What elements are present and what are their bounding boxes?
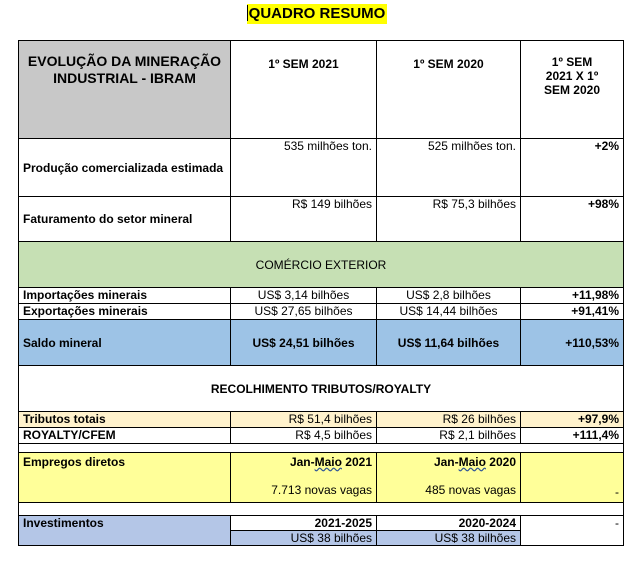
faturamento-variation: +98% [521, 197, 624, 242]
text-cursor [247, 5, 248, 21]
producao-2020: 525 milhões ton. [377, 139, 521, 197]
investimentos-2021-value: US$ 38 bilhões [231, 531, 377, 546]
empregos-label: Empregos diretos [19, 453, 231, 503]
tributos-label: Tributos totais [19, 412, 231, 428]
saldo-variation: +110,53% [521, 320, 624, 366]
page-title[interactable] [247, 4, 388, 24]
tributos-2020: R$ 26 bilhões [377, 412, 521, 428]
producao-label: Produção comercializada estimada [19, 139, 231, 197]
investimentos-2020-period: 2020-2024 [377, 516, 521, 531]
empregos-2020-period [434, 455, 516, 469]
royalty-2021: R$ 4,5 bilhões [231, 428, 377, 444]
royalty-2020: R$ 2,1 bilhões [377, 428, 521, 444]
investimentos-label: Investimentos [19, 516, 231, 546]
royalty-label: ROYALTY/CFEM [19, 428, 231, 444]
exportacoes-2020: US$ 14,44 bilhões [377, 304, 521, 320]
empregos-2020-period-a: Jan- [433, 455, 459, 469]
royalty-variation: +111,4% [521, 428, 624, 444]
row-spacer-2 [19, 503, 624, 516]
importacoes-label: Importações minerais [19, 288, 231, 304]
producao-variation: +2% [521, 139, 624, 197]
empregos-2021-period-c: 2021 [341, 455, 372, 469]
empregos-2021-period-b: Maio [314, 455, 342, 469]
row-importacoes [19, 288, 624, 304]
tributos-2021: R$ 51,4 bilhões [231, 412, 377, 428]
investimentos-2020-value: US$ 38 bilhões [377, 531, 521, 546]
row-tributos [19, 412, 624, 428]
row-tributos-title [19, 366, 624, 412]
header-col-variation: 1º SEM 2021 X 1º SEM 2020 [521, 41, 624, 139]
spacer-cell [19, 503, 624, 516]
row-producao [19, 139, 624, 197]
investimentos-variation: - [521, 516, 624, 546]
row-comercio-title [19, 242, 624, 288]
importacoes-2020: US$ 2,8 bilhões [377, 288, 521, 304]
empregos-2021-period-a: Jan- [289, 455, 315, 469]
spacer-cell [19, 444, 624, 453]
row-spacer-1 [19, 444, 624, 453]
row-faturamento [19, 197, 624, 242]
faturamento-label: Faturamento do setor mineral [19, 197, 231, 242]
empregos-2021-value: 7.713 novas vagas [271, 483, 372, 497]
row-saldo [19, 320, 624, 366]
row-exportacoes [19, 304, 624, 320]
exportacoes-label: Exportações minerais [19, 304, 231, 320]
comercio-section-title: COMÉRCIO EXTERIOR [19, 242, 624, 288]
row-royalty [19, 428, 624, 444]
saldo-2021: US$ 24,51 bilhões [231, 320, 377, 366]
header-row [19, 41, 624, 139]
summary-table [18, 40, 624, 546]
row-empregos [19, 453, 624, 503]
faturamento-2020: R$ 75,3 bilhões [377, 197, 521, 242]
importacoes-2021: US$ 3,14 bilhões [231, 288, 377, 304]
exportacoes-2021: US$ 27,65 bilhões [231, 304, 377, 320]
saldo-label: Saldo mineral [19, 320, 231, 366]
exportacoes-variation: +91,41% [521, 304, 624, 320]
empregos-2020 [377, 453, 521, 503]
tributos-section-title: RECOLHIMENTO TRIBUTOS/ROYALTY [19, 366, 624, 412]
empregos-2021-period [290, 455, 372, 469]
header-col-2021: 1º SEM 2021 [231, 41, 377, 139]
row-investimentos [19, 516, 624, 531]
tributos-variation: +97,9% [521, 412, 624, 428]
empregos-2020-period-c: 2020 [485, 455, 516, 469]
empregos-2020-value: 485 novas vagas [425, 483, 516, 497]
faturamento-2021: R$ 149 bilhões [231, 197, 377, 242]
importacoes-variation: +11,98% [521, 288, 624, 304]
saldo-2020: US$ 11,64 bilhões [377, 320, 521, 366]
header-label: EVOLUÇÃO DA MINERAÇÃO INDUSTRIAL - IBRAM [19, 41, 231, 139]
producao-2021: 535 milhões ton. [231, 139, 377, 197]
investimentos-2021-period: 2021-2025 [231, 516, 377, 531]
title-area [0, 4, 634, 24]
empregos-2021 [231, 453, 377, 503]
empregos-2020-period-b: Maio [458, 455, 486, 469]
header-col-2020: 1º SEM 2020 [377, 41, 521, 139]
page-title-text: QUADRO RESUMO [248, 5, 386, 22]
empregos-variation: - [521, 453, 624, 503]
